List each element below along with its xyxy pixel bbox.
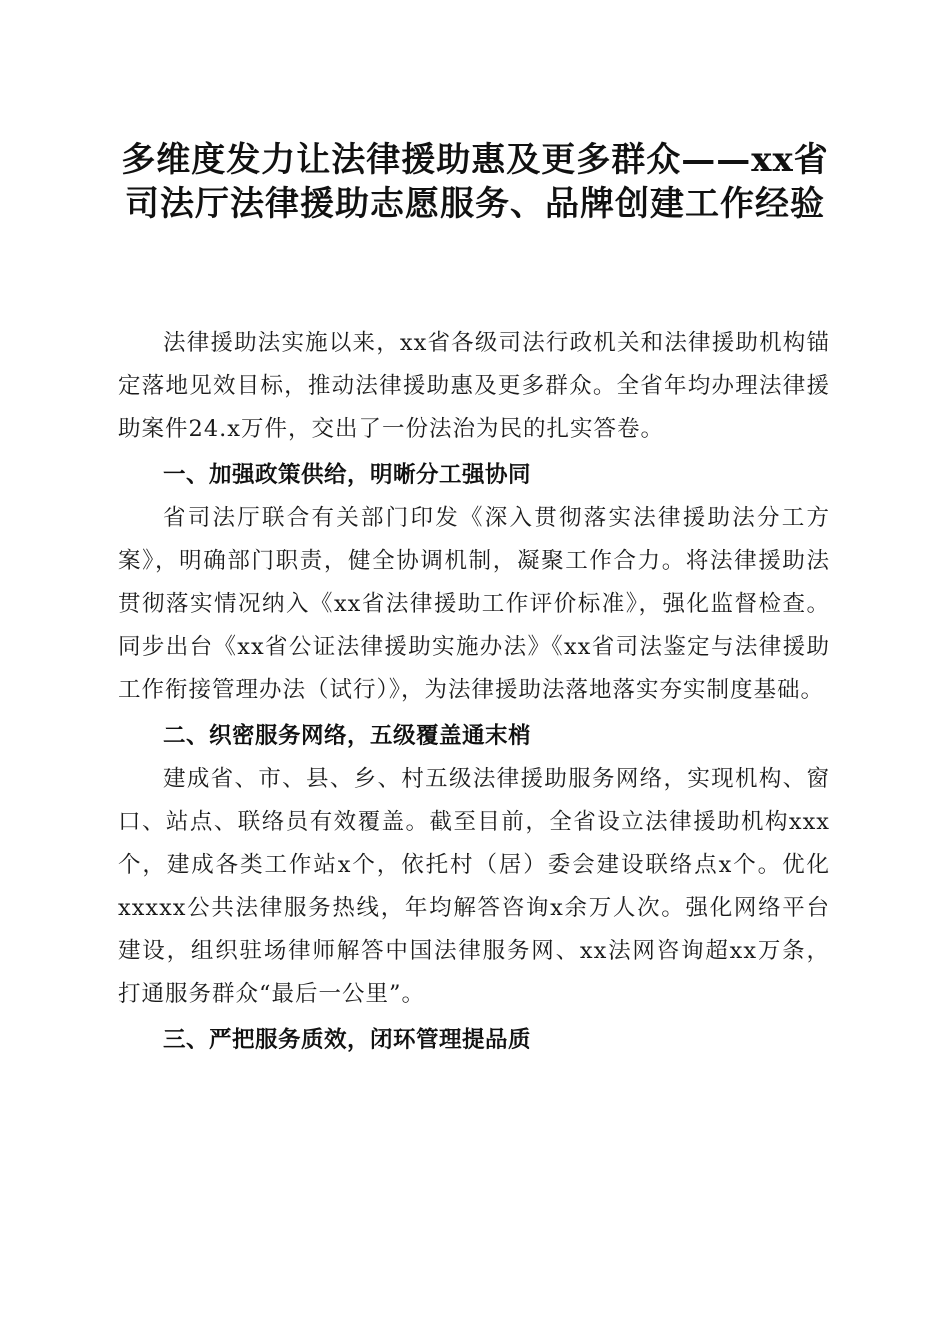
intro-paragraph: 法律援助法实施以来，xx省各级司法行政机关和法律援助机构锚定落地见效目标，推动法律援助惠及更多群众。全省年均办理法律援助案件24.x万件，交出了一份法治为民的扎实答卷。 — [118, 330, 830, 442]
document-body — [118, 322, 830, 1062]
section-heading-2: 二、织密服务网络，五级覆盖通末梢 — [163, 723, 532, 749]
section-heading-1: 一、加强政策供给，明晰分工强协同 — [163, 462, 532, 488]
section-heading-3: 三、严把服务质效，闭环管理提品质 — [163, 1027, 532, 1053]
section-1-paragraph: 省司法厅联合有关部门印发《深入贯彻落实法律援助法分工方案》，明确部门职责，健全协调机制，凝聚工作合力。将法律援助法贯彻落实情况纳入《xx省法律援助工作评价标准》，强化监督检查。同步出台《xx省公证法律援助实施办法》《xx省司法鉴定与法律援助工作衔接管理办法（试行）》，为法律援助法落地落实夯实制度基础。 — [118, 505, 830, 703]
section-2-paragraph: 建成省、市、县、乡、村五级法律援助服务网络，实现机构、窗口、站点、联络员有效覆盖。截至目前，全省设立法律援助机构xxx个，建成各类工作站x个，依托村（居）委会建设联络点x个。优化xxxxx公共法律服务热线，年均解答咨询x余万人次。强化网络平台建设，组织驻场律师解答中国法律服务网、xx法网咨询超xx万条，打通服务群众“最后一公里”。 — [118, 766, 830, 1007]
document-title: 多维度发力让法律援助惠及更多群众——xx省司法厅法律援助志愿服务、品牌创建工作经验 — [121, 140, 829, 224]
